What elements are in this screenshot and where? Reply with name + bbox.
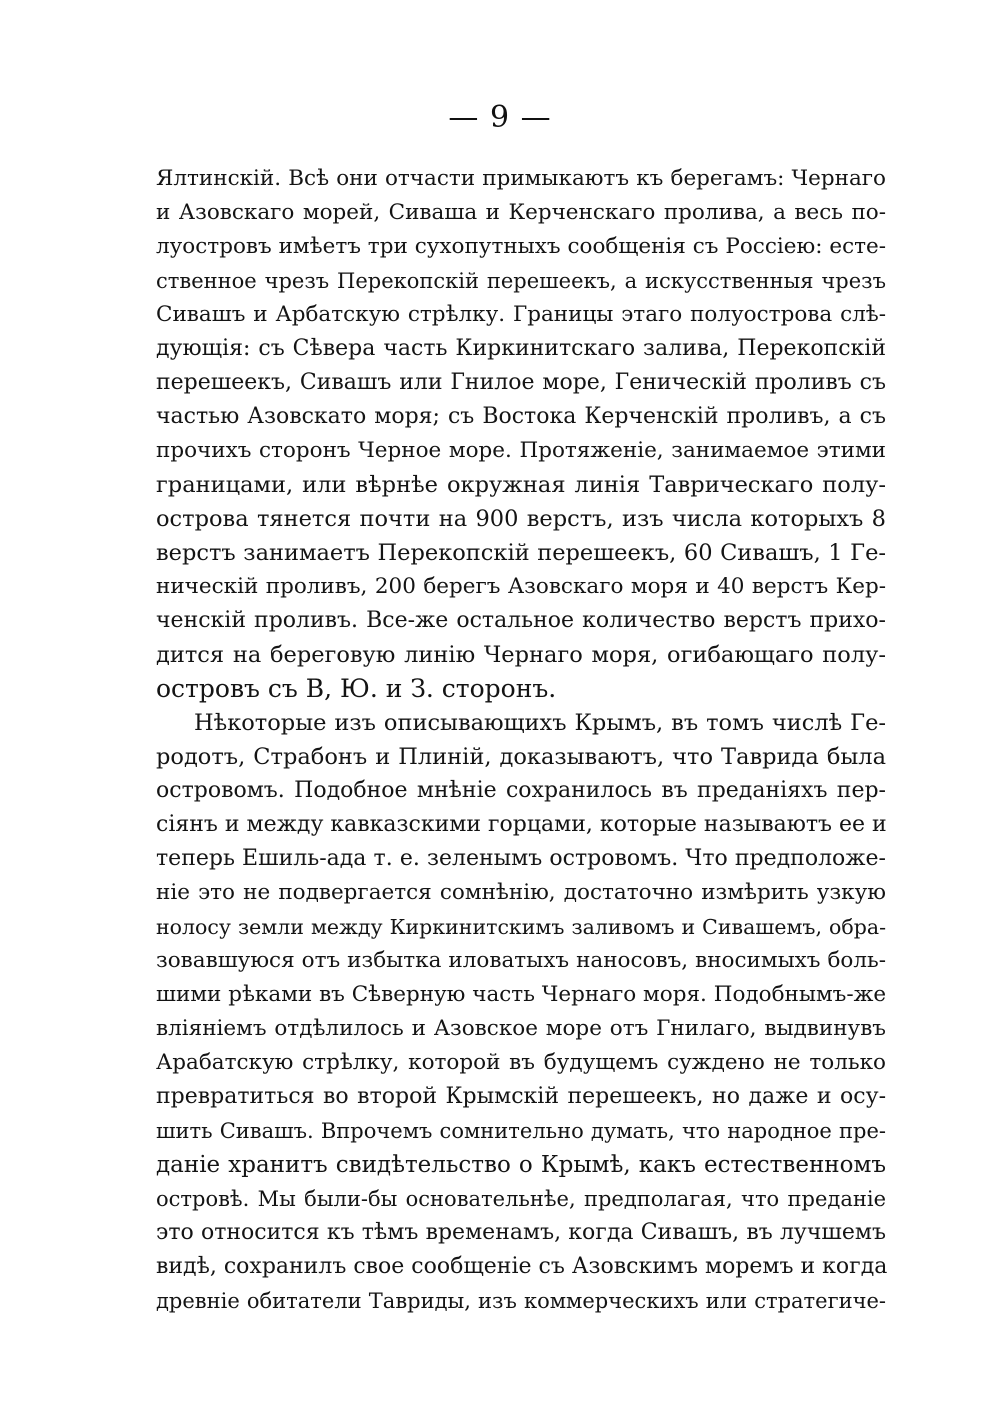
text-line: даніе хранитъ свидѣтельство о Крымѣ, какъ естественномъ: [156, 1152, 886, 1178]
page-number: — 9 —: [448, 100, 552, 135]
text-line: верстъ занимаетъ Перекопскій перешеекъ, 60 Сивашъ, 1 Ге-: [156, 540, 886, 566]
paragraph: [156, 706, 886, 1318]
text-line: ніе это не подвергается сомнѣнію, достаточно измѣрить узкую: [156, 880, 886, 905]
text-line: прочихъ сторонъ Черное море. Протяженіе, занимаемое этими: [156, 438, 886, 463]
text-line: границами, или вѣрнѣе окружная линія Таврическаго полу-: [156, 472, 886, 498]
text-line: ченскій проливъ. Все-же остальное количество верстъ прихо-: [156, 608, 886, 633]
text-line: острова тянется почти на 900 верстъ, изъ числа которыхъ 8: [156, 506, 886, 532]
text-line: Ялтинскій. Всѣ они отчасти примыкаютъ къ берегамъ: Чернаго: [156, 166, 886, 191]
text-line: ническій проливъ, 200 берегъ Азовскаго моря и 40 верстъ Кер-: [156, 574, 886, 599]
text-line: зовавшуюся отъ избытка иловатыхъ наносовъ, вносимыхъ боль-: [156, 948, 886, 973]
text-line: дится на береговую линію Чернаго моря, огибающаго полу-: [156, 642, 886, 668]
text-line: островѣ. Мы были-бы основательнѣе, предполагая, что преданіе: [156, 1187, 886, 1211]
text-line: теперь Ешиль-ада т. е. зеленымъ островомъ. Что предположе-: [156, 846, 886, 871]
text-line: Сивашъ и Арбатскую стрѣлку. Границы этаго полуострова слѣ-: [156, 302, 886, 327]
text-line: нолосу земли между Киркинитскимъ заливомъ и Сивашемъ, обра-: [156, 915, 886, 939]
text-line: видѣ, сохранилъ свое сообщеніе съ Азовскимъ моремъ и когда: [156, 1254, 888, 1279]
paragraph: [156, 162, 886, 706]
body-text: [156, 162, 886, 1318]
text-line: шить Сивашъ. Впрочемъ сомнительно думать, что народное пре-: [156, 1119, 886, 1143]
text-line: частью Азовскато моря; съ Востока Керченскій проливъ, а съ: [156, 404, 886, 429]
text-line: луостровъ имѣетъ три сухопутныхъ сообщенія съ Россіею: есте-: [156, 234, 886, 259]
text-line: островъ съ В, Ю. и З. сторонъ.: [156, 674, 557, 703]
text-line: ственное чрезъ Перекопскій перешеекъ, а искусственныя чрезъ: [156, 269, 886, 293]
text-line: сіянъ и между кавказскими горцами, которые называютъ ее и: [156, 812, 887, 837]
text-line: перешеекъ, Сивашъ или Гнилое море, Геническій проливъ съ: [156, 370, 886, 395]
text-line: и Азовскаго морей, Сиваша и Керченскаго пролива, а весь по-: [156, 200, 886, 225]
text-line: древніе обитатели Тавриды, изъ коммерческихъ или стратегиче-: [156, 1289, 886, 1313]
text-line: шими рѣками въ Сѣверную часть Чернаго моря. Подобнымъ-же: [156, 982, 887, 1007]
text-line: дующія: съ Сѣвера часть Киркинитскаго залива, Перекопскій: [156, 336, 886, 361]
text-line: превратиться во второй Крымскій перешеекъ, но даже и осу-: [156, 1084, 886, 1109]
text-line: родотъ, Страбонъ и Плиній, доказываютъ, что Таврида была: [156, 744, 886, 770]
text-line: Арабатскую стрѣлку, которой въ будущемъ суждено не только: [156, 1050, 886, 1075]
text-line: островомъ. Подобное мнѣніе сохранилось въ преданіяхъ пер-: [156, 778, 886, 803]
text-line: Нѣкоторые изъ описывающихъ Крымъ, въ томъ числѣ Ге-: [194, 710, 886, 736]
text-line: вліяніемъ отдѣлилось и Азовское море отъ Гнилаго, выдвинувъ: [156, 1016, 886, 1041]
text-line: это относится къ тѣмъ временамъ, когда Сивашъ, въ лучшемъ: [156, 1220, 886, 1245]
